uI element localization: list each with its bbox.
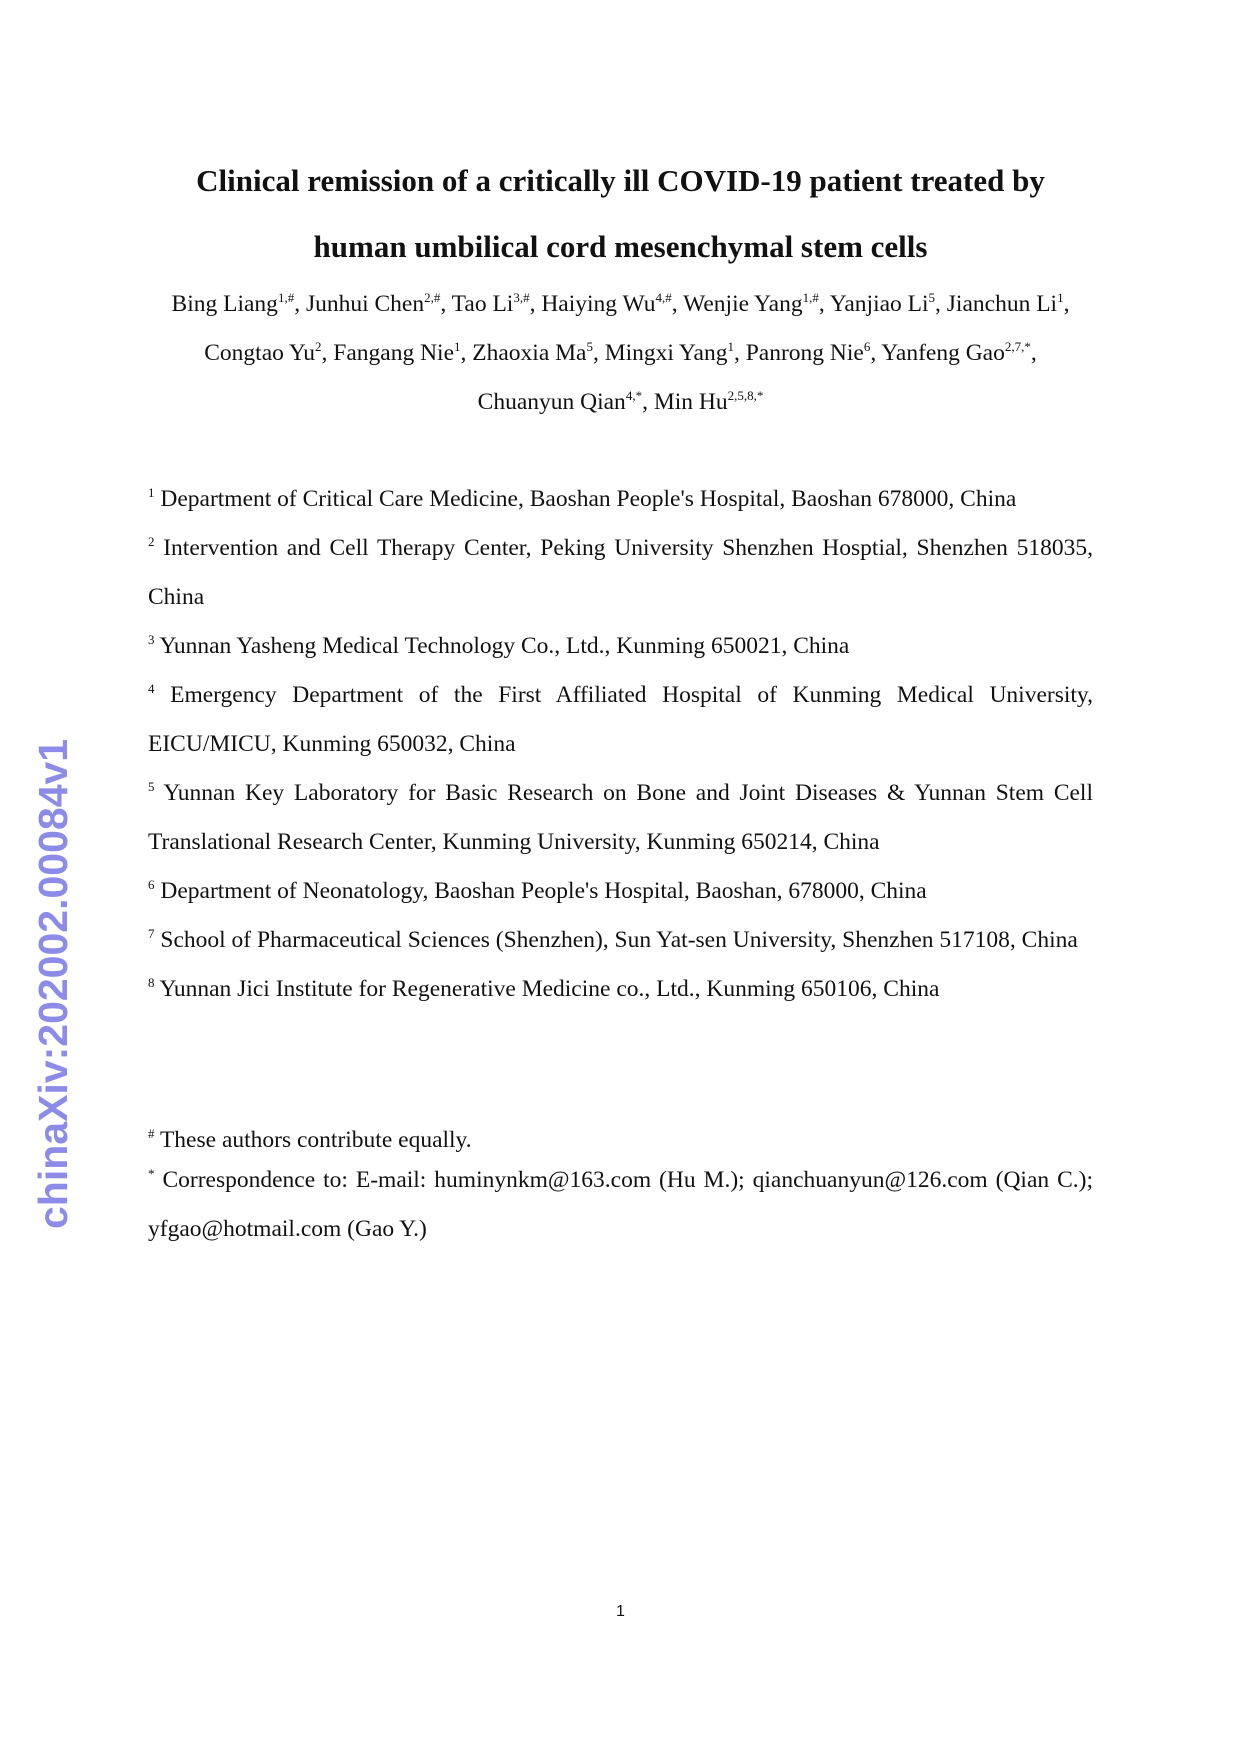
author: Mingxi Yang$^1$ [604, 339, 734, 366]
affiliation-item: $^1$ Department of Critical Care Medicine, Baoshan People's Hospital, Baoshan 678000, China [148, 485, 1017, 512]
author: Wenjie Yang$^{1,\#}$ [683, 290, 819, 317]
author: Junhui Chen$^{2,\#}$ [305, 290, 441, 317]
author: Yanfeng Gao$^{2,7,*}$ [881, 339, 1031, 366]
affiliation-item: $^6$ Department of Neonatology, Baoshan People's Hospital, Baoshan, 678000, China [148, 877, 927, 904]
preprint-watermark: chinaXiv:202002.00084v1 [30, 738, 76, 1229]
author: Fangang Nie$^1$ [333, 339, 461, 366]
title-line-1: Clinical remission of a critically ill COVID-19 patient treated by [196, 163, 1045, 198]
affiliation-item: $^2$ Intervention and Cell Therapy Center, Peking University Shenzhen Hosptial, Shenzhen 518035, China [148, 534, 1093, 610]
equal-contribution-note: # These authors contribute equally. [148, 1126, 472, 1153]
affiliation-item: $^7$ School of Pharmaceutical Sciences (Shenzhen), Sun Yat-sen University, Shenzhen 517108, China [148, 926, 1078, 953]
page-number: 1 [616, 1603, 625, 1620]
author: Zhaoxia Ma$^5$ [472, 339, 593, 366]
affiliation-item: $^8$ Yunnan Jici Institute for Regenerative Medicine co., Ltd., Kunming 650106, China [148, 975, 940, 1002]
affiliation-item: $^5$ Yunnan Key Laboratory for Basic Research on Bone and Joint Diseases & Yunnan Stem Cell Translational Research Center, Kunming University, Kunming 650214, China [148, 779, 1093, 855]
author: Yanjiao Li$^5$ [829, 290, 936, 317]
author: Congtao Yu$^2$ [204, 339, 322, 366]
author: Min $Hu^{2,5,8,*}$ [653, 388, 764, 415]
affiliation-list [148, 475, 1093, 1014]
author: Bing Liang$^{1,\#}$ [171, 290, 295, 317]
author: Panrong Nie$^6$ [745, 339, 871, 366]
correspondence-note: * Correspondence to: E-mail: huminynkm@163.com (Hu M.); qianchuanyun@126.com (Qian C.); yfgao@hotmail.com (Gao Y.) [148, 1166, 1093, 1242]
paper-title [148, 148, 1093, 280]
author: Chuanyun Qian$^{4,*}$ [477, 388, 643, 415]
author-list: Bing Liang$^{1,\#}$, Junhui Chen$^{2,\#}$, Tao $Li^{3,\#}$, Haiying $Wu^{4,\#}$, Wenjie Yang$^{1,\#}$, Yanjiao Li$^5$, Jianchun Li$^1$, Congtao Yu$^2$, Fangang Nie$^1$, Zhaoxia Ma$^5$, Mingxi Yang$^1$, Panrong Nie$^6$, Yanfeng Gao$^{2,7,*}$, Chuanyun Qian$^{4,*}$, Min $Hu^{2,5,8,*}$ [171, 290, 1070, 415]
affiliation-item: $^4$ Emergency Department of the First Affiliated Hospital of Kunming Medical University, EICU/MICU, Kunming 650032, China [148, 681, 1094, 757]
title-line-2: human umbilical cord mesenchymal stem cells [313, 229, 928, 264]
author: Jianchun Li$^1$ [946, 290, 1064, 317]
author: Haiying $Wu^{4,\#}$ [541, 290, 672, 317]
author: Tao $Li^{3,\#}$ [451, 290, 530, 317]
footnotes [148, 1116, 1093, 1254]
affiliation-item: $^3$ Yunnan Yasheng Medical Technology Co., Ltd., Kunming 650021, China [148, 632, 850, 659]
